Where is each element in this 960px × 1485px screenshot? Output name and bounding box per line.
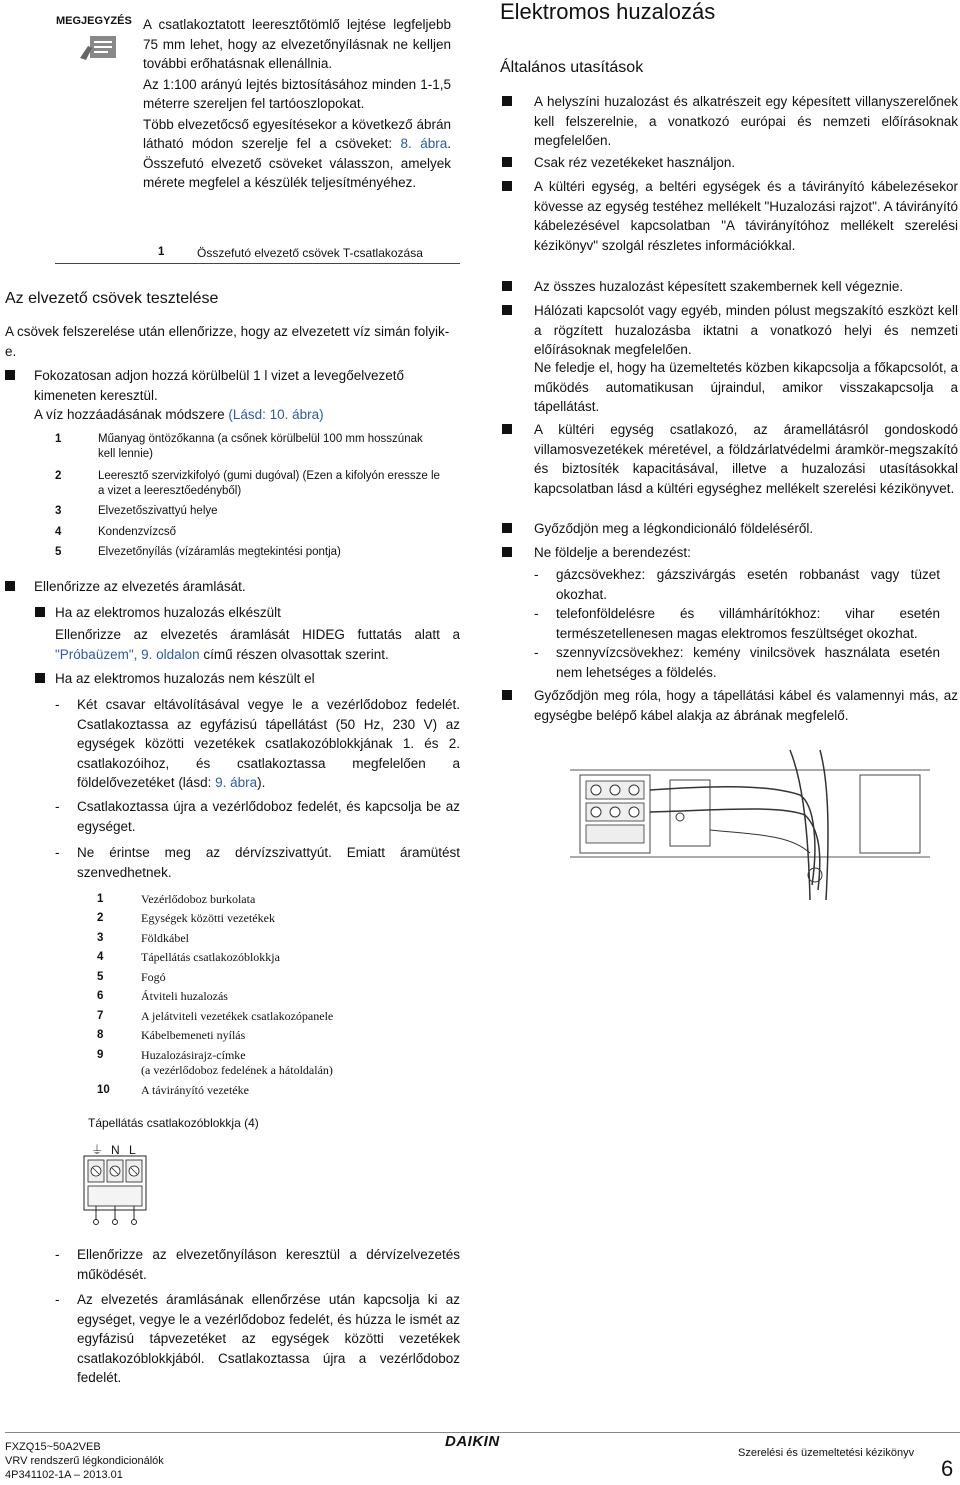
note-para-2: Az 1:100 arányú lejtés biztosításához minden 1-1,5 méterre szereljen fel tartóoszlopokat. (143, 76, 451, 111)
dash-check-drain: Ellenőrizze az elvezetőnyíláson keresztül a dérvízelvezetés működését. (77, 1247, 460, 1282)
bullet-square (35, 673, 45, 683)
page-title: Elektromos huzalozás (500, 0, 716, 24)
item-number: 8 (97, 1029, 104, 1041)
el-bullet-5: Hálózati kapcsolót vagy egyéb, minden pólust megszakító eszközt kell a rögzített huzalozásba iktatni a vonatkozó helyi és nemzeti előírásoknak megfelelően. (534, 303, 958, 357)
terminal-label-ground: ⏚ (91, 1143, 104, 1157)
bullet-square (502, 281, 512, 291)
item-number: 2 (97, 912, 104, 924)
bullet-square (502, 547, 512, 557)
note-icon (78, 34, 118, 69)
figure-10-link[interactable]: (Lásd: 10. ábra) (228, 407, 324, 422)
el-bullet-9: Győződjön meg róla, hogy a tápellátási kábel és valamennyi más, az egységbe belépő kábel alakja az ábrának megfelelő. (534, 688, 958, 723)
item-number: 2 (55, 470, 62, 482)
wiring-diagram (560, 735, 940, 915)
terminal-label-l: L (129, 1143, 136, 1157)
el-bullet-6: A kültéri egység csatlakozó, az áramellátásról gondoskodó villamosvezetékek méretével, a földzárlatvédelmi áramkör-megszakító és biztosíték kapacitásával, illetve a huzalozási utasításokkal kapcsolatban lásd a kültéri egységhez mellékelt szerelési kézikönyvet. (534, 422, 958, 496)
footer-code: 4P341102-1A – 2013.01 (5, 1469, 123, 1481)
item-number: 5 (55, 546, 62, 558)
dash-marker: - (534, 606, 539, 621)
bullet-square (502, 690, 512, 700)
terminal-label-n: N (111, 1143, 120, 1157)
figure-9-link[interactable]: 9. ábra (215, 775, 258, 790)
dash-marker: - (534, 645, 539, 660)
list-item: (a vezérlődoboz fedelének a hátoldalán) (141, 1063, 333, 1077)
list-item: A jelátviteli vezetékek csatlakozópanele (141, 1009, 334, 1023)
el-bullet-1: A helyszíni huzalozást és alkatrészeit egy képesített villanyszerelőnek kell felszerelnie, a vonatkozó európai és nemzeti előírásoknak megfelelően. (534, 94, 958, 148)
list-item: Elvezetőnyílás (vízáramlás megtekintési pontja) (98, 546, 341, 558)
bullet-square (502, 305, 512, 315)
el-dash-2: telefonföldelésre és villámhárítókhoz: vihar esetén természetellenesen magas elektromos feszültséget okozhat. (556, 606, 940, 641)
bullet-square (502, 523, 512, 533)
trial-run-link[interactable]: "Próbaüzem", 9. oldalon (55, 646, 200, 662)
list-item: Huzalozásirajz-címke (141, 1048, 246, 1062)
item-number: 1 (97, 893, 104, 905)
el-bullet-7: Győződjön meg a légkondicionáló földeléséről. (534, 521, 814, 536)
page-number: 6 (941, 1456, 954, 1481)
daikin-logo: DAIKIN (445, 1433, 500, 1450)
drain-test-intro: A csövek felszerelése után ellenőrizze, hogy az elvezetett víz simán folyik-e. (5, 324, 450, 359)
note-divider (55, 263, 460, 264)
item-number: 3 (55, 505, 62, 517)
bullet-water-method: A víz hozzáadásának módszere (Lásd: 10. ábra) (34, 407, 324, 422)
note-para-1: A csatlakoztatott leeresztőtömlő lejtése legfeljebb 75 mm lehet, hogy az elvezetőnyílásnak ne kelljen további erőhatásnak ellenállnia. (143, 17, 451, 71)
note-label: MEGJEGYZÉS (56, 15, 132, 27)
figure-caption: Összefutó elvezető csövek T-csatlakozása (197, 246, 423, 260)
section-subtitle: Általános utasítások (500, 59, 644, 76)
list-item: Fogó (141, 970, 166, 984)
list-item: Vezérlődoboz burkolata (141, 892, 256, 906)
item-number: 7 (97, 1010, 104, 1022)
bullet-check-flow: Ellenőrizze az elvezetés áramlását. (34, 579, 246, 594)
footer-model: FXZQ15~50A2VEB (5, 1441, 101, 1453)
dash-reattach-cover: Csatlakoztassa újra a vezérlődoboz fedelét, és kapcsolja be az egységet. (77, 799, 460, 834)
figure-8-link[interactable]: 8. ábra (400, 136, 448, 151)
figure-caption-number: 1 (158, 246, 165, 258)
bullet-water-add: Fokozatosan adjon hozzá körülbelül 1 l vizet a levegőelvezető kimeneten keresztül. (34, 368, 404, 403)
el-bullet-4: Az összes huzalozást képesített szakembernek kell végeznie. (534, 279, 904, 294)
terminal-caption: Tápellátás csatlakozóblokkja (4) (88, 1116, 259, 1130)
item-number: 10 (97, 1084, 110, 1096)
item-number: 9 (97, 1049, 104, 1061)
bullet-square (502, 424, 512, 434)
dash-do-not-touch: Ne érintse meg az dérvízszivattyút. Emiatt áramütést szenvedhetnek. (77, 845, 460, 880)
item-number: 4 (55, 526, 62, 538)
dash-marker: - (55, 845, 60, 860)
dash-marker: - (55, 1247, 60, 1262)
item-number: 5 (97, 971, 104, 983)
list-item: Kondenzvízcső (98, 526, 176, 538)
list-item: Földkábel (141, 931, 189, 945)
footer-manual: Szerelési és üzemeltetési kézikönyv (738, 1447, 915, 1459)
list-item: Kábelbemeneti nyílás (141, 1028, 246, 1042)
item-number: 6 (97, 990, 104, 1002)
dash-marker: - (534, 567, 539, 582)
parts-list (97, 892, 437, 1102)
bullet-square (502, 157, 512, 167)
bullet-square (5, 370, 15, 380)
bullet-square (35, 607, 45, 617)
el-bullet-3: A kültéri egység, a beltéri egységek és a távirányító kábelezésekor kövesse az egység testéhez mellékelt "Huzalozási rajzot". A távirányító kábelezésével kapcsolatban "A távirányítóhoz mellékelt szerelési kézikönyv" szolgál részletes információkkal. (534, 179, 958, 253)
list-item: A távirányító vezetéke (141, 1083, 249, 1097)
list-item: Egységek közötti vezetékek (141, 911, 275, 925)
list-item: Tápellátás csatlakozóblokkja (141, 950, 280, 964)
drain-test-heading: Az elvezető csövek tesztelése (5, 290, 219, 307)
dash-marker: - (55, 799, 60, 814)
bullet-square (502, 181, 512, 191)
footer-desc: VRV rendszerű légkondicionálók (5, 1455, 164, 1467)
item-number: 3 (97, 932, 104, 944)
list-item: Átviteli huzalozás (141, 989, 228, 1003)
sub-heading-wiring-done: Ha az elektromos huzalozás elkészült (55, 605, 281, 620)
dash-marker: - (55, 1292, 60, 1307)
bullet-square (502, 96, 512, 106)
list-item: Elvezetőszivattyú helye (98, 505, 218, 517)
dash-marker: - (55, 697, 60, 712)
el-bullet-8: Ne földelje a berendezést: (534, 545, 691, 560)
item-number: 4 (97, 951, 104, 963)
list-item: Műanyag öntözőkanna (a csőnek körülbelül 100 mm hosszúnak kell lennie) (98, 433, 423, 460)
bullet-square (5, 581, 15, 591)
list-item: Leeresztő szervizkifolyó (gumi dugóval) (Ezen a kifolyón eressze le a vizet a leeresztőedényből) (98, 470, 440, 497)
dash-remove-cover: Két csavar eltávolításával vegye le a vezérlődoboz fedelét. Csatlakoztassa az egyfázisú tápellátást (50 Hz, 230 V) az egységek közötti vezetékek csatlakozóblokkjának 1. és 2. csatlakozóihoz, és csatlakoztassa megfelelően a földelővezetéket (lásd: 9. ábra). (77, 697, 460, 790)
sub-heading-wiring-not-done: Ha az elektromos huzalozás nem készült el (55, 671, 315, 686)
el-dash-3: szennyvízcsövekhez: kemény vinilcsövek használata esetén nem lehetséges a földelés. (556, 645, 940, 680)
dash-power-off: Az elvezetés áramlásának ellenőrzése után kapcsolja ki az egységet, vegye le a vezérlődoboz fedelét, és húzza le ismét az egyfázisú tápvezetéket az egységek közötti vezetékek csatlakozóblokkjából. Csatlakoztassa újra a vezérlődoboz fedelét. (77, 1292, 460, 1385)
wiring-done-text: Ellenőrizze az elvezetés áramlását HIDEG futtatás alatt a "Próbaüzem", 9. oldalon című részen olvasottak szerint. (55, 627, 460, 662)
el-bullet-2: Csak réz vezetékeket használjon. (534, 155, 736, 170)
note-para-3: Több elvezetőcső egyesítésekor a következő ábrán látható módon szerelje fel a csöveket: 8. ábra. Összefutó elvezető csöveket válasszon, amelyek mérete megfelel a készülék teljesítményéhez. (143, 116, 451, 190)
item-number: 1 (55, 433, 62, 445)
el-bullet-5-note: Ne feledje el, hogy ha üzemeltetés közben kikapcsolja a főkapcsolót, a működés automatikusan újraindul, amikor visszakapcsolja a tápellátást. (534, 360, 958, 414)
el-dash-1: gázcsövekhez: gázszivárgás esetén robbanást vagy tüzet okozhat. (556, 567, 940, 602)
